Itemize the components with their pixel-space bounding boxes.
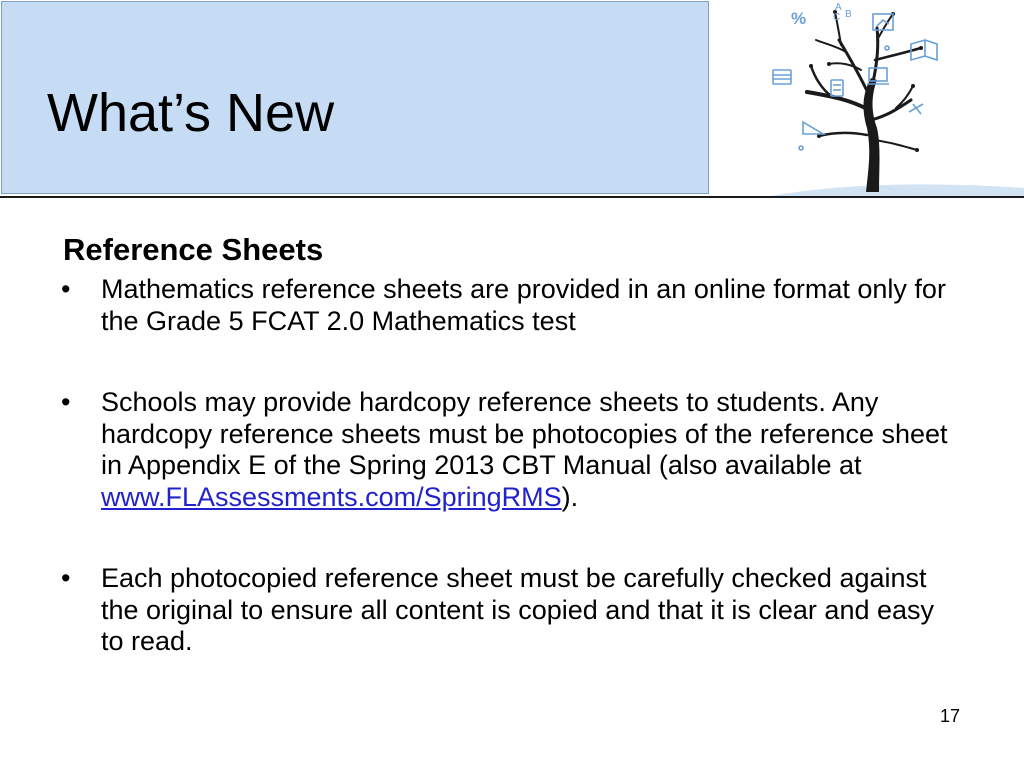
tree-of-knowledge-icon [711, 0, 1024, 196]
bullet-item [63, 274, 963, 337]
title-banner [1, 1, 709, 194]
bullet-item [63, 563, 963, 658]
slide-header [0, 0, 1024, 198]
letter-b-icon: B [845, 9, 852, 20]
letter-c-icon: C [833, 12, 841, 23]
bullet-text-end: ). [561, 481, 579, 512]
bullet-text: Mathematics reference sheets are provided in an online format only for the Grade 5 FCAT 2.0 Mathematics test [101, 274, 946, 336]
percent-icon: % [791, 9, 807, 28]
header-divider [0, 196, 1024, 198]
tree-illustration [711, 0, 1024, 196]
bullet-item [63, 387, 963, 513]
bullet-text: Each photocopied reference sheet must be carefully checked against the original to ensure all content is copied and that it is clear and easy to read. [101, 563, 935, 656]
letter-a-icon: A [835, 2, 842, 13]
bullet-marker: • [61, 274, 71, 304]
slide-body [63, 232, 963, 658]
page-number: 17 [940, 706, 961, 726]
bullet-marker: • [61, 387, 71, 417]
bullet-text: Schools may provide hardcopy reference sheets to students. Any hardcopy reference sheets must be photocopies of the reference sheet in Appendix E of the Spring 2013 CBT Manual (also available at [101, 387, 948, 480]
section-heading: Reference Sheets [63, 232, 324, 267]
bullet-marker: • [61, 563, 71, 593]
assessments-link[interactable]: www.FLAssessments.com/SpringRMS [101, 481, 562, 512]
slide-title: What’s New [47, 83, 335, 143]
